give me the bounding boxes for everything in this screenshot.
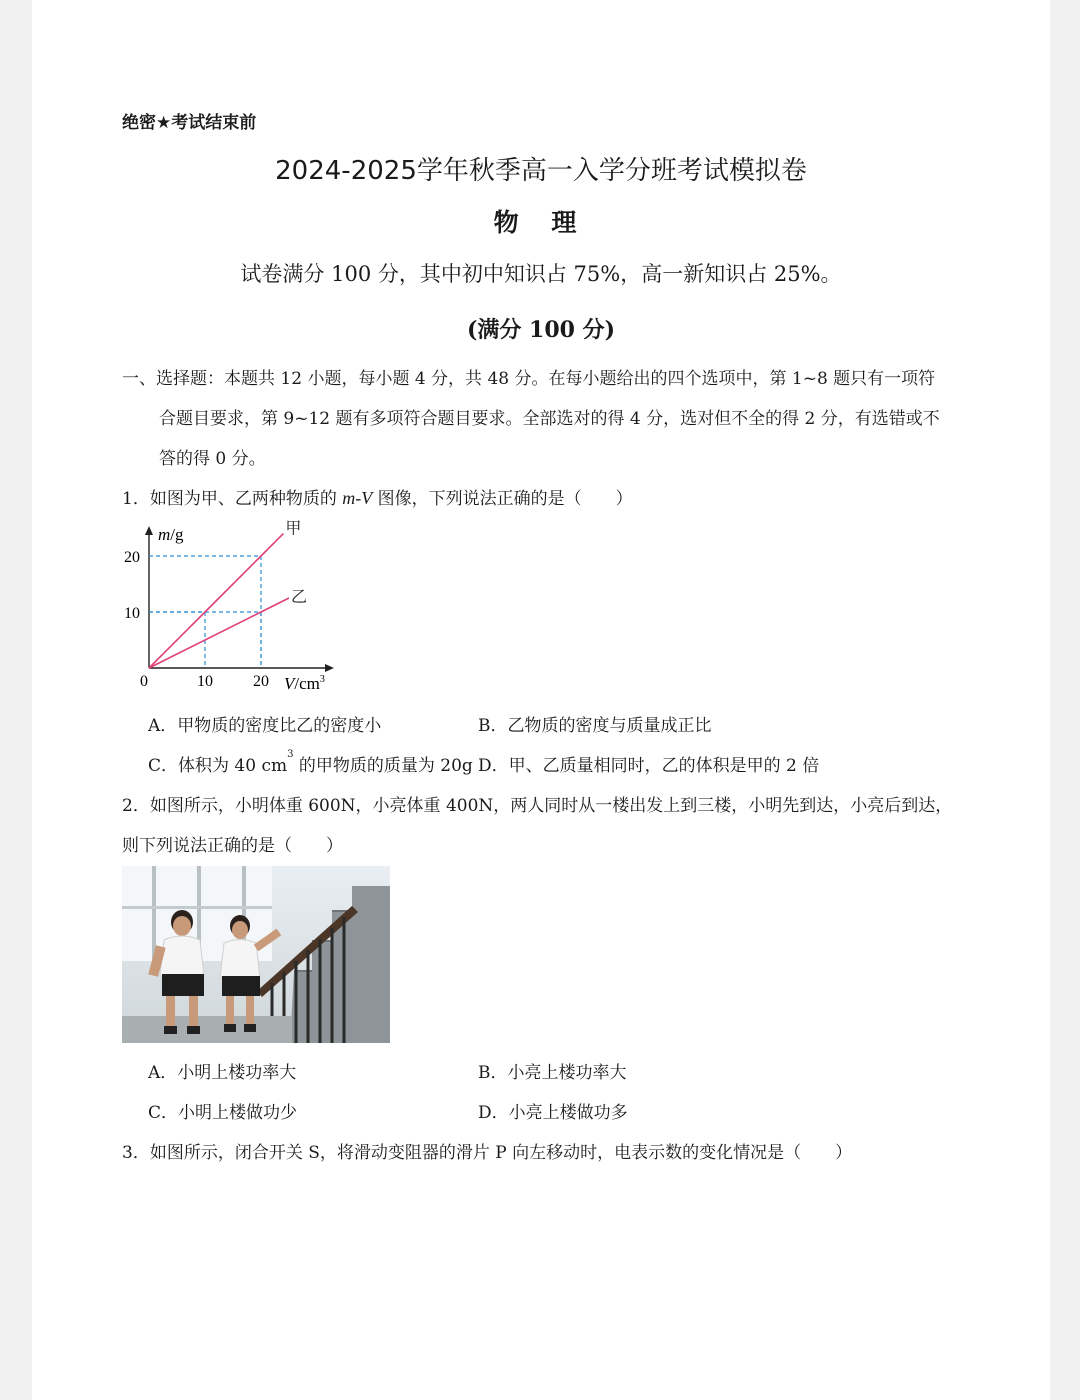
section-instructions-line1: 一、选择题：本题共 12 小题，每小题 4 分，共 48 分。在每小题给出的四个选项中，第 1~8 题只有一项符 — [122, 369, 936, 389]
y-axis-label: m/g — [158, 525, 184, 544]
y-axis-arrow — [145, 526, 153, 535]
q2-option-d[interactable]: D．小亮上楼做功多 — [478, 1103, 628, 1123]
q1-option-c[interactable]: C．体积为 40 $cm^3$ 的甲物质的质量为 20g — [148, 749, 473, 776]
series-line — [149, 598, 289, 668]
score-note: 试卷满分 100 分，其中初中知识占 75%，高一新知识占 25%。 — [240, 262, 842, 286]
x-tick-label: 10 — [197, 673, 213, 690]
question-2-stem-line2: 则下列说法正确的是（ ） — [122, 836, 343, 856]
q1-option-b[interactable]: B．乙物质的密度与质量成正比 — [478, 716, 712, 736]
series-line — [149, 534, 283, 668]
x-tick-label: 20 — [253, 673, 269, 690]
q1-option-d[interactable]: D．甲、乙质量相同时，乙的体积是甲的 2 倍 — [478, 756, 820, 776]
section-instructions-line3: 答的得 0 分。 — [159, 449, 266, 469]
y-tick-label: 20 — [124, 549, 140, 566]
secret-mark: 绝密★考试结束前 — [122, 113, 257, 133]
series-label: 甲 — [285, 518, 302, 538]
question-2-stem-line1: 2．如图所示，小明体重 600N，小亮体重 400N，两人同时从一楼出发上到三楼，小明先到达，小亮后到达， — [122, 796, 953, 816]
origin-label: 0 — [140, 673, 148, 690]
q2-option-c[interactable]: C．小明上楼做功少 — [148, 1103, 298, 1123]
mv-graph — [114, 518, 344, 698]
x-axis-label: $V/cm^3$ — [284, 674, 325, 693]
question-number: 1． — [122, 489, 150, 509]
question-1-stem: 1．如图为甲、乙两种物质的 m-V 图像，下列说法正确的是（ ） — [122, 488, 633, 509]
y-tick-label: 10 — [124, 605, 140, 622]
question-3-stem: 3．如图所示，闭合开关 S，将滑动变阻器的滑片 P 向左移动时，电表示数的变化情况是（ ） — [122, 1143, 853, 1163]
full-score: (满分 100 分) — [466, 317, 616, 343]
exam-page — [32, 0, 1050, 1400]
q1-option-a[interactable]: A．甲物质的密度比乙的密度小 — [148, 716, 382, 736]
exam-title: 2024-2025学年秋季高一入学分班考试模拟卷 — [275, 156, 807, 186]
section-instructions-line2: 合题目要求，第 9~12 题有多项符合题目要求。全部选对的得 4 分，选对但不全的得 2 分，有选错或不 — [159, 409, 940, 429]
subject-title: 物 理 — [493, 208, 589, 237]
q2-option-a[interactable]: A．小明上楼功率大 — [148, 1063, 297, 1083]
x-axis-arrow — [325, 664, 334, 672]
stairs-photo — [122, 866, 390, 1043]
q2-option-b[interactable]: B．小亮上楼功率大 — [478, 1063, 627, 1083]
series-label: 乙 — [291, 587, 308, 606]
